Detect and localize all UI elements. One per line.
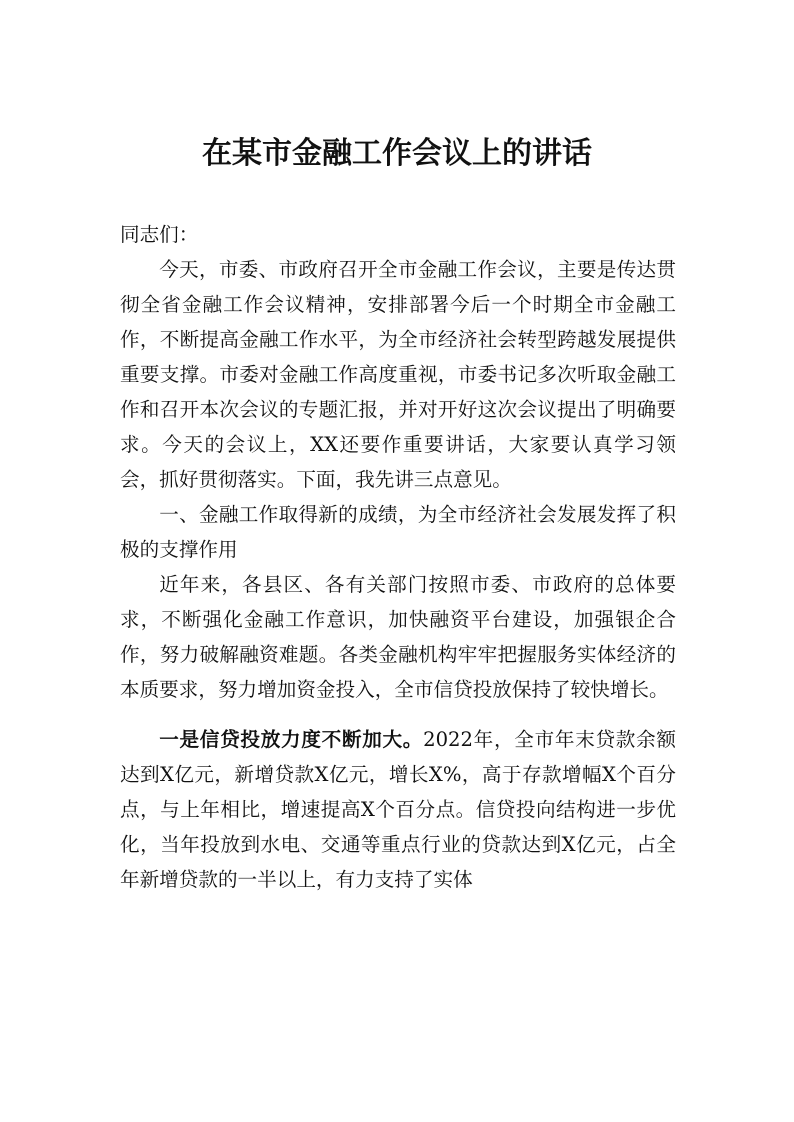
section-one-paragraph: 近年来，各县区、各有关部门按照市委、市政府的总体要求，不断强化金融工作意识，加快融资平台建设，加强银企合作，努力破解融资难题。各类金融机构牢牢把握服务实体经济的本质要求，努力增加资金投入，全市信贷投放保持了较快增长。 <box>120 573 676 701</box>
opening-paragraph: 今天，市委、市政府召开全市金融工作会议，主要是传达贯彻全省金融工作会议精神，安排部署今后一个时期全市金融工作，不断提高金融工作水平，为全市经济社会转型跨越发展提供重要支撑。市委对金融工作高度重视，市委书记多次听取金融工作和召开本次会议的专题汇报，并对开好这次会议提出了明确要求。今天的会议上，XX还要作重要讲话，大家要认真学习领会，抓好贯彻落实。下面，我先讲三点意见。 <box>120 258 676 491</box>
document-title: 在某市金融工作会议上的讲话 <box>202 136 592 171</box>
section-heading-one: 一、金融工作取得新的成绩，为全市经济社会发展发挥了积极的支撑作用 <box>120 503 676 561</box>
salutation: 同志们： <box>120 223 199 246</box>
highlight-text: 2022年，全市年末贷款余额达到X亿元，新增贷款X亿元，增长X%，高于存款增幅X个百分点，与上年相比，增速提高X个百分点。信贷投向结构进一步优化，当年投放到水电、交通等重点行业的贷款达到X亿元，占全年新增贷款的一半以上，有力支持了实体 <box>120 728 676 891</box>
document-body <box>120 217 676 897</box>
highlight-lead: 一是信贷投放力度不断加大。 <box>159 728 424 751</box>
highlight-paragraph <box>120 722 676 897</box>
